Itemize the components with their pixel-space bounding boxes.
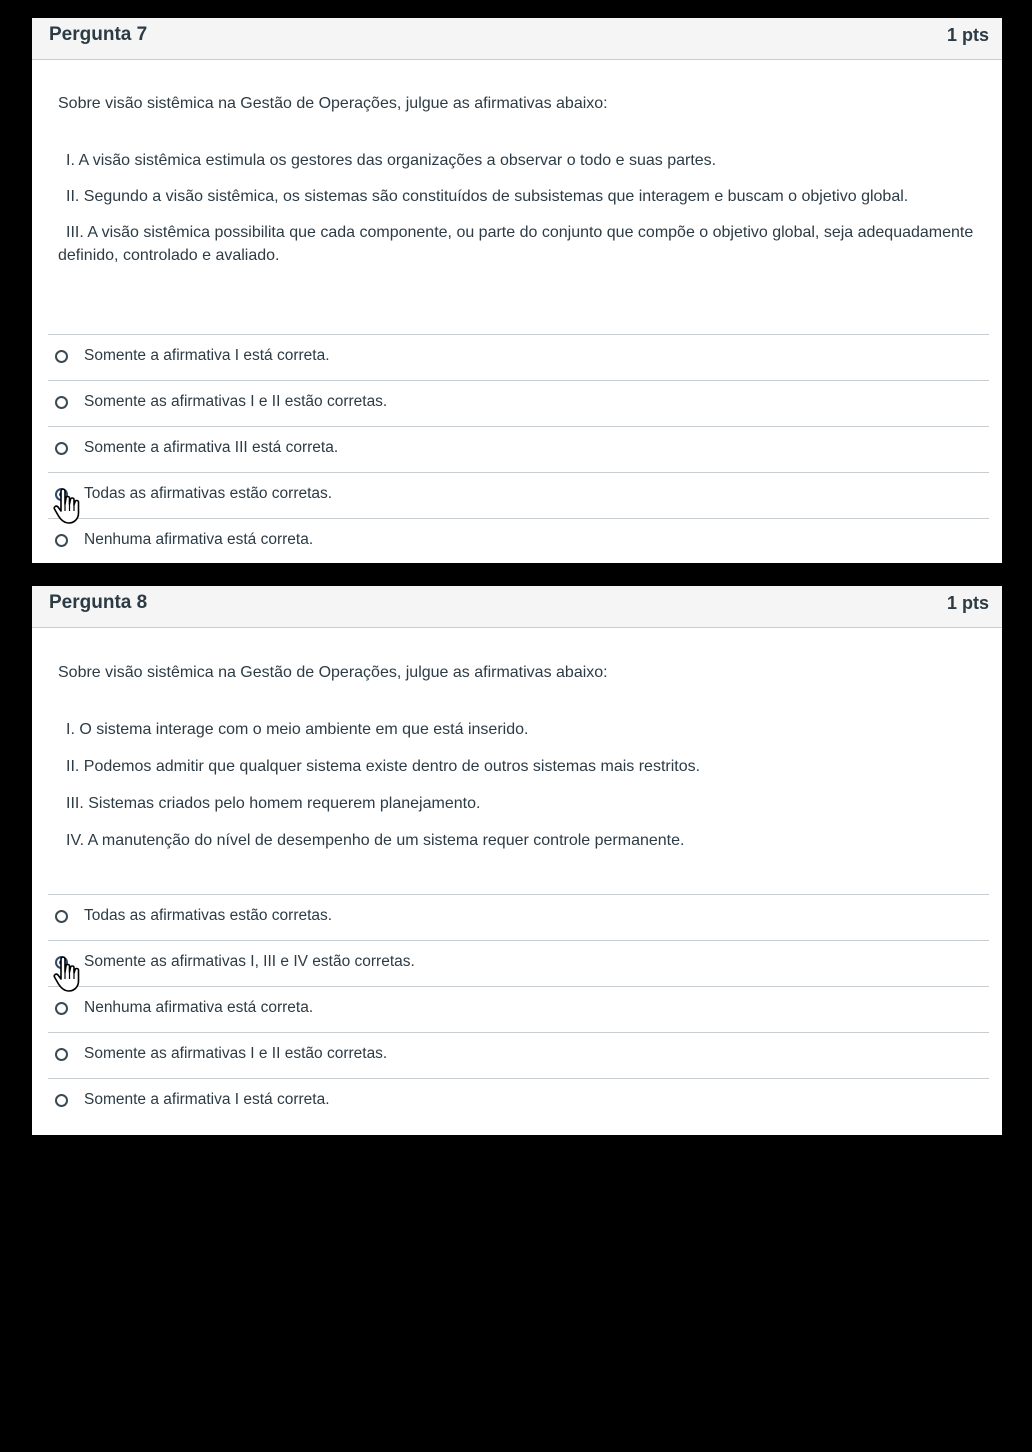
answer-option[interactable]: [48, 895, 989, 941]
statement-4: IV. A manutenção do nível de desempenho de um sistema requer controle permanente.: [66, 832, 685, 849]
statement-1: I. A visão sistêmica estimula os gestores das organizações a observar o todo e suas partes.: [66, 152, 717, 169]
statement-3: III. A visão sistêmica possibilita que cada componente, ou parte do conjunto que compõe o objetivo global, seja adequadamente definido, controlado e avaliado.: [58, 224, 974, 264]
answer-option[interactable]: [48, 1033, 989, 1079]
question-title: Pergunta 7: [49, 24, 148, 45]
answer-label[interactable]: Somente a afirmativa I está correta.: [84, 1091, 330, 1108]
answer-option[interactable]: [48, 427, 989, 473]
answer-option[interactable]: [48, 335, 989, 381]
answer-list: [48, 334, 989, 564]
statements: [58, 718, 976, 852]
question-points: 1 pts: [946, 593, 989, 613]
radio-button[interactable]: [55, 1002, 68, 1015]
radio-button[interactable]: [55, 442, 68, 455]
question-header: [32, 586, 1002, 628]
radio-button[interactable]: [55, 534, 68, 547]
answer-label[interactable]: Somente as afirmativas I e II estão corretas.: [84, 393, 388, 410]
statement-1: I. O sistema interage com o meio ambiente em que está inserido.: [66, 721, 529, 738]
answer-label[interactable]: Somente as afirmativas I, III e IV estão corretas.: [84, 953, 415, 970]
answer-label[interactable]: Somente as afirmativas I e II estão corretas.: [84, 1045, 388, 1062]
radio-button-checked[interactable]: [55, 956, 68, 969]
question-8: [32, 586, 1002, 1135]
statement-2: II. Podemos admitir que qualquer sistema existe dentro de outros sistemas mais restritos.: [66, 758, 701, 775]
question-body: [32, 93, 1002, 267]
answer-label[interactable]: Nenhuma afirmativa está correta.: [84, 999, 314, 1016]
answer-option[interactable]: [48, 381, 989, 427]
answer-option[interactable]: [48, 519, 989, 564]
question-prompt: Sobre visão sistêmica na Gestão de Operações, julgue as afirmativas abaixo:: [58, 664, 608, 681]
answer-option-selected[interactable]: [48, 473, 989, 519]
answer-option[interactable]: [48, 987, 989, 1033]
radio-button[interactable]: [55, 1094, 68, 1107]
answer-label[interactable]: Todas as afirmativas estão corretas.: [84, 485, 333, 502]
answer-label[interactable]: Nenhuma afirmativa está correta.: [84, 531, 314, 548]
statement-2: II. Segundo a visão sistêmica, os sistemas são constituídos de subsistemas que interagem e buscam o objetivo global.: [66, 188, 909, 205]
radio-button[interactable]: [55, 1048, 68, 1061]
radio-button[interactable]: [55, 910, 68, 923]
answer-label[interactable]: Somente a afirmativa I está correta.: [84, 347, 330, 364]
question-title: Pergunta 8: [49, 592, 148, 613]
question-prompt: Sobre visão sistêmica na Gestão de Operações, julgue as afirmativas abaixo:: [58, 95, 608, 112]
radio-button-checked[interactable]: [55, 488, 68, 501]
question-7: [32, 18, 1002, 563]
answer-list: [48, 894, 989, 1124]
radio-button[interactable]: [55, 396, 68, 409]
statement-3: III. Sistemas criados pelo homem requerem planejamento.: [66, 795, 481, 812]
answer-label[interactable]: Todas as afirmativas estão corretas.: [84, 907, 333, 924]
statements: [58, 149, 976, 267]
question-header: [32, 18, 1002, 60]
question-body: [32, 662, 1002, 852]
answer-label[interactable]: Somente a afirmativa III está correta.: [84, 439, 339, 456]
answer-option[interactable]: [48, 1079, 989, 1124]
answer-option-selected[interactable]: [48, 941, 989, 987]
question-points: 1 pts: [946, 25, 989, 45]
radio-button[interactable]: [55, 350, 68, 363]
